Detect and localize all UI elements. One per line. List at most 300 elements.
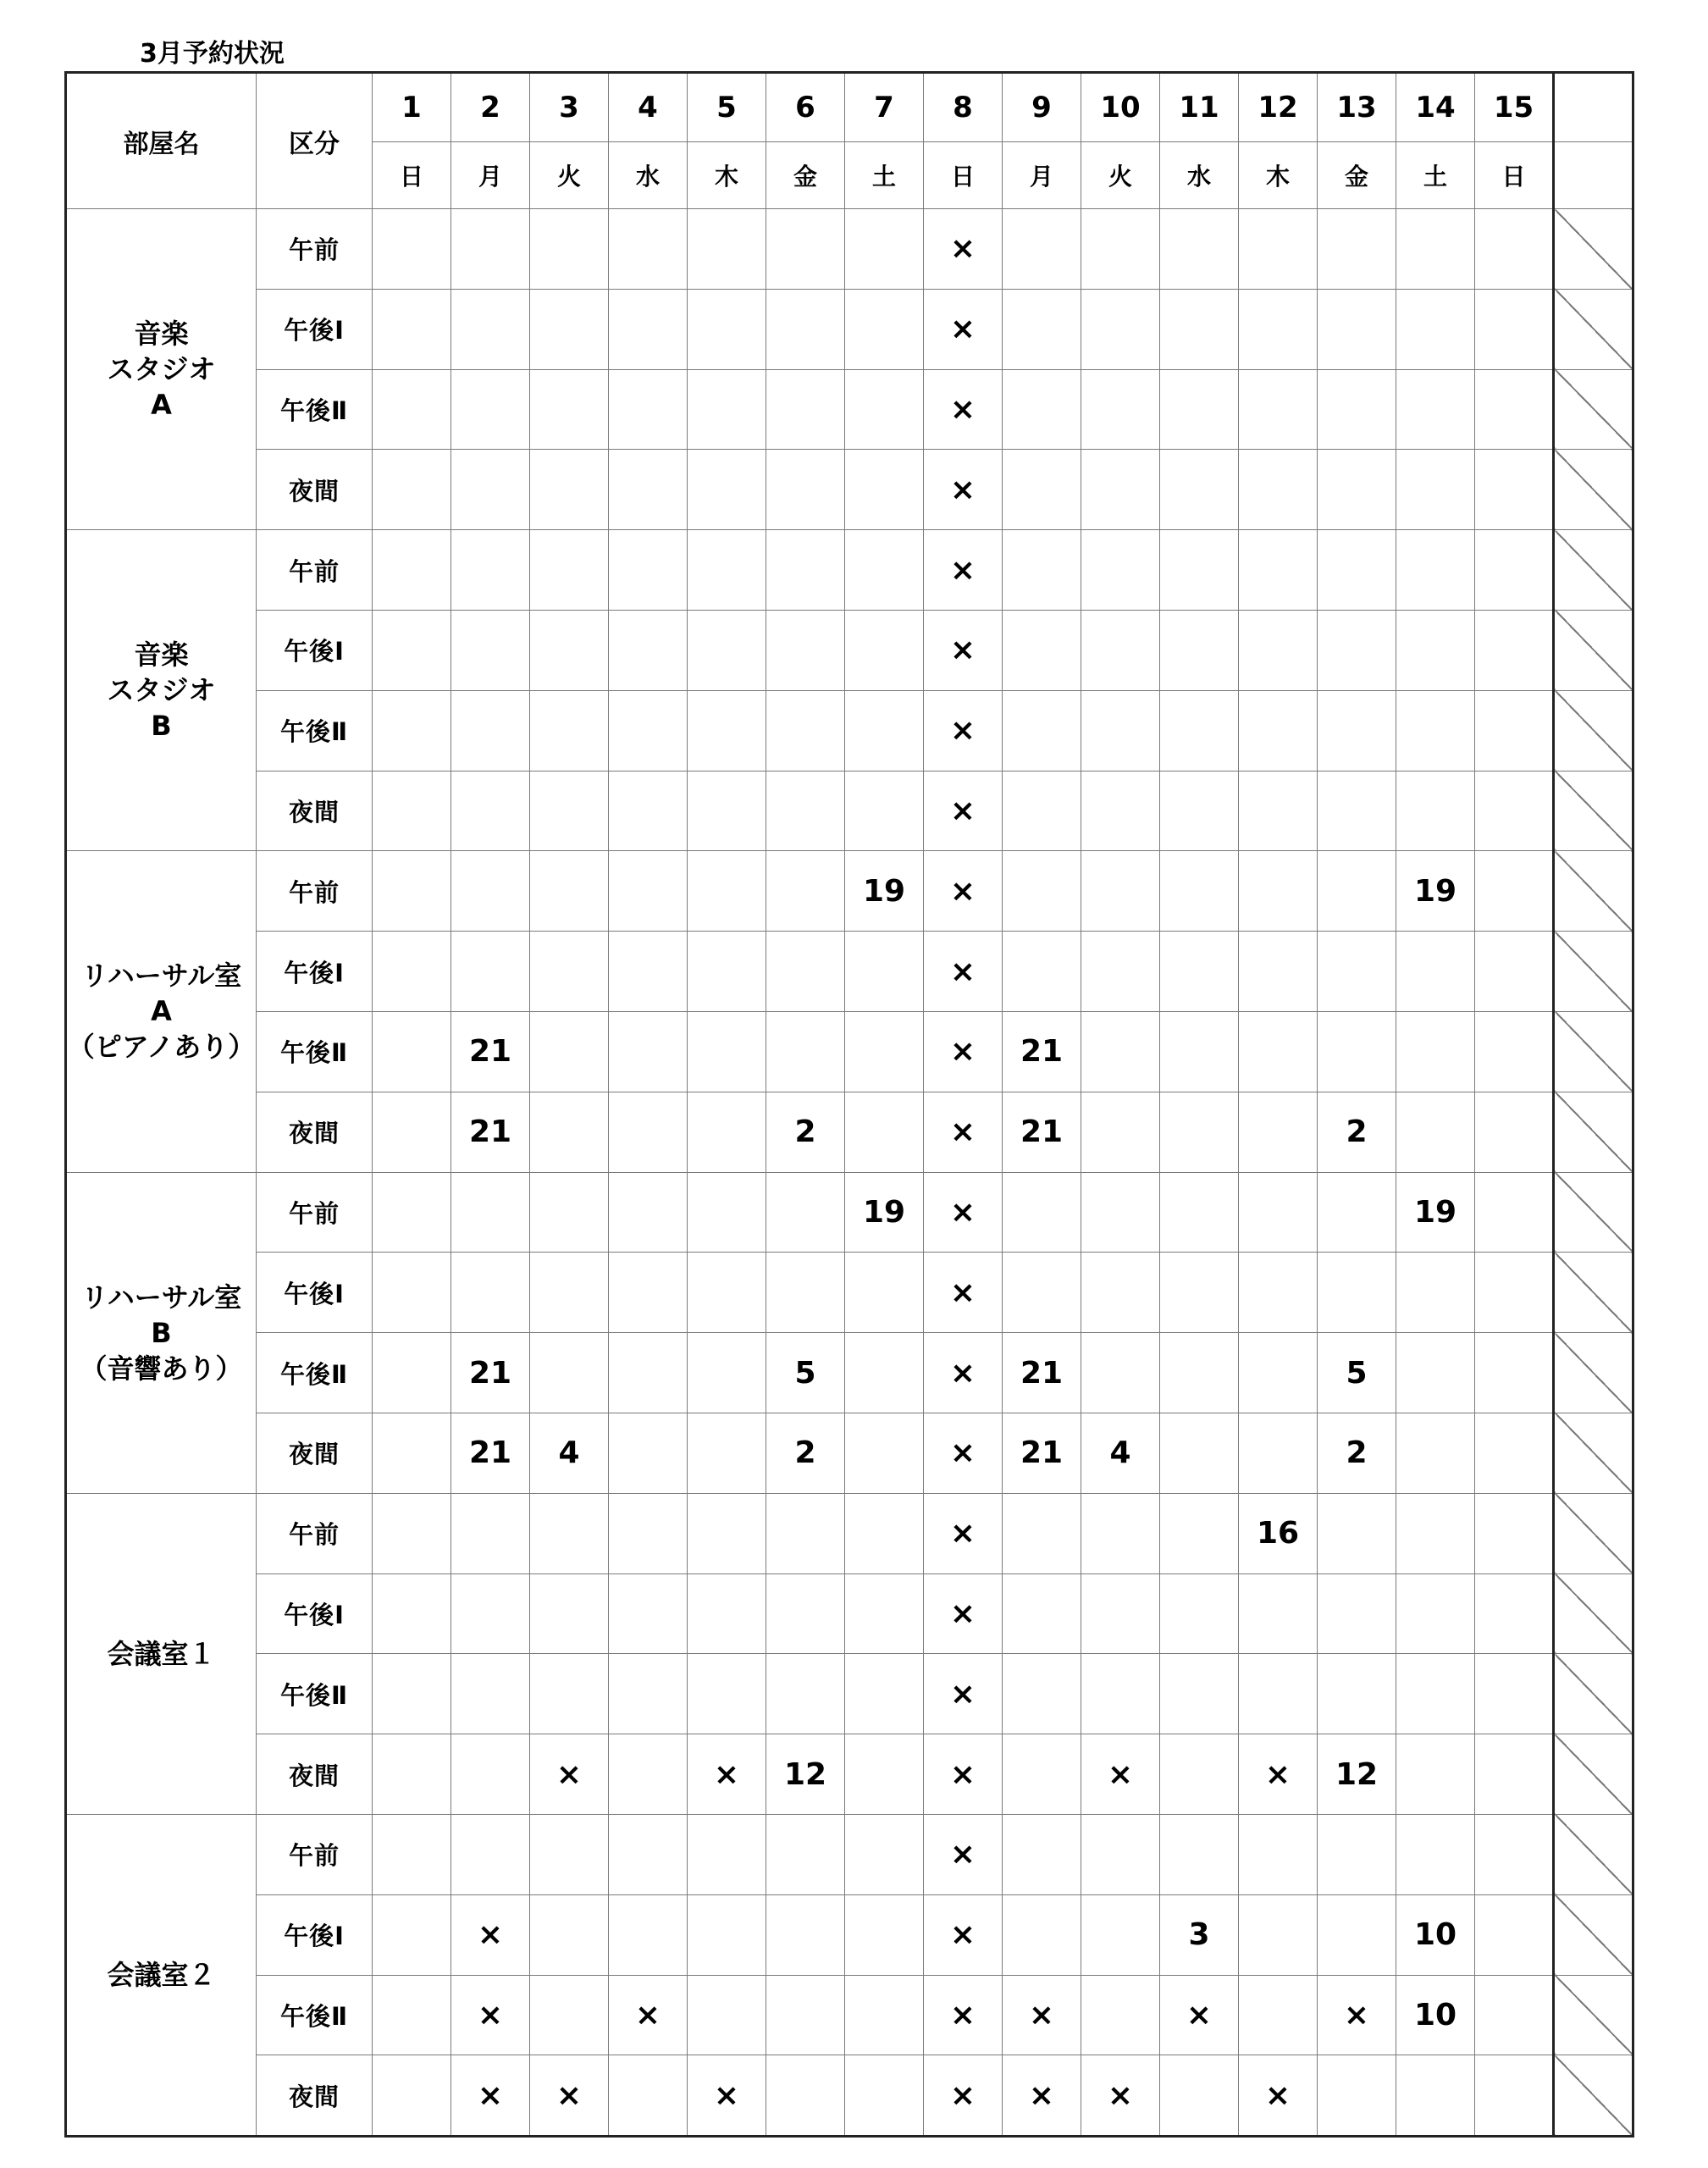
room-name: リハーサル室 B （音響あり） (66, 1172, 257, 1493)
reservation-cell: 19 (845, 1172, 924, 1253)
reservation-cell (1318, 690, 1396, 771)
day-header: 14 (1396, 73, 1475, 142)
unused-diagonal-cell (1554, 1011, 1633, 1092)
table-row (66, 530, 1633, 611)
reservation-cell (845, 1493, 924, 1573)
reservation-cell: 2 (766, 1092, 845, 1172)
reservation-cell (373, 1253, 451, 1333)
reservation-cell: 12 (1318, 1734, 1396, 1815)
reservation-cell (1003, 1253, 1081, 1333)
time-slot-label: 午前 (257, 1493, 373, 1573)
reservation-cell (530, 1011, 609, 1092)
reservation-cell (530, 369, 609, 450)
reservation-cell (688, 1092, 766, 1172)
time-slot-label: 午後Ⅰ (257, 1894, 373, 1975)
reservation-cell: × (924, 1092, 1003, 1172)
table-row (66, 932, 1633, 1012)
reservation-cell (766, 1894, 845, 1975)
time-slot-label: 夜間 (257, 450, 373, 530)
reservation-cell (1475, 1814, 1554, 1894)
reservation-cell (766, 932, 845, 1012)
reservation-cell (1239, 1253, 1318, 1333)
reservation-cell (845, 1975, 924, 2055)
reservation-cell (451, 1814, 530, 1894)
weekday-header: 月 (451, 142, 530, 209)
table-row (66, 2055, 1633, 2137)
table-row (66, 771, 1633, 851)
reservation-cell (1003, 1894, 1081, 1975)
day-header: 2 (451, 73, 530, 142)
reservation-cell (845, 1894, 924, 1975)
reservation-cell (1081, 1654, 1160, 1734)
reservation-cell (1475, 1573, 1554, 1654)
reservation-cell (688, 1413, 766, 1493)
day-header: 3 (530, 73, 609, 142)
reservation-cell (609, 1734, 688, 1815)
reservation-cell (845, 610, 924, 690)
unused-diagonal-cell (1554, 1814, 1633, 1894)
reservation-cell: 21 (451, 1011, 530, 1092)
reservation-cell: 5 (766, 1333, 845, 1413)
reservation-cell: 2 (766, 1413, 845, 1493)
reservation-cell (1475, 1253, 1554, 1333)
unused-diagonal-cell (1554, 450, 1633, 530)
reservation-cell (1239, 1975, 1318, 2055)
reservation-cell (688, 369, 766, 450)
reservation-cell (766, 289, 845, 369)
reservation-cell (1318, 851, 1396, 932)
reservation-cell (688, 1654, 766, 1734)
reservation-cell (1239, 289, 1318, 369)
reservation-cell (1081, 1253, 1160, 1333)
reservation-cell (1318, 1011, 1396, 1092)
reservation-cell (845, 1333, 924, 1413)
reservation-cell: 4 (530, 1413, 609, 1493)
reservation-cell (1160, 209, 1239, 290)
time-slot-label: 午後Ⅰ (257, 932, 373, 1012)
reservation-cell (1160, 1654, 1239, 1734)
reservation-cell: × (924, 1172, 1003, 1253)
table-row (66, 1333, 1633, 1413)
reservation-cell (373, 771, 451, 851)
time-slot-label: 夜間 (257, 1734, 373, 1815)
reservation-cell (1239, 1092, 1318, 1172)
reservation-cell (609, 1654, 688, 1734)
reservation-cell (1396, 1734, 1475, 1815)
table-row (66, 1894, 1633, 1975)
weekday-header: 金 (766, 142, 845, 209)
reservation-cell (373, 1734, 451, 1815)
reservation-cell: × (924, 450, 1003, 530)
reservation-cell: 21 (451, 1092, 530, 1172)
reservation-cell: × (924, 209, 1003, 290)
time-slot-label: 午後Ⅱ (257, 1975, 373, 2055)
reservation-cell (1396, 1092, 1475, 1172)
reservation-cell (688, 1011, 766, 1092)
reservation-cell (609, 1573, 688, 1654)
reservation-cell (1318, 1172, 1396, 1253)
reservation-cell (845, 1092, 924, 1172)
reservation-cell (1396, 1493, 1475, 1573)
weekday-header: 火 (1081, 142, 1160, 209)
reservation-cell: 2 (1318, 1092, 1396, 1172)
table-row (66, 1975, 1633, 2055)
reservation-cell (1160, 610, 1239, 690)
reservation-cell (1239, 1573, 1318, 1654)
reservation-cell (530, 1814, 609, 1894)
reservation-cell (1475, 1894, 1554, 1975)
reservation-cell (373, 1975, 451, 2055)
reservation-cell (1081, 1333, 1160, 1413)
time-slot-label: 午後Ⅰ (257, 1253, 373, 1333)
extra-column-header (1554, 73, 1633, 142)
reservation-cell (688, 1814, 766, 1894)
day-header: 10 (1081, 73, 1160, 142)
reservation-cell: × (924, 851, 1003, 932)
weekday-header: 日 (1475, 142, 1554, 209)
reservation-cell (688, 851, 766, 932)
reservation-cell (609, 369, 688, 450)
reservation-cell (609, 1333, 688, 1413)
time-slot-label: 午後Ⅰ (257, 289, 373, 369)
reservation-cell (688, 932, 766, 1012)
reservation-cell (1318, 289, 1396, 369)
reservation-cell (373, 1172, 451, 1253)
reservation-cell: 10 (1396, 1894, 1475, 1975)
reservation-cell (766, 851, 845, 932)
day-header: 9 (1003, 73, 1081, 142)
table-row (66, 209, 1633, 290)
weekday-header: 木 (1239, 142, 1318, 209)
reservation-cell (373, 289, 451, 369)
reservation-cell (373, 209, 451, 290)
unused-diagonal-cell (1554, 1413, 1633, 1493)
room-name: 音楽 スタジオ B (66, 530, 257, 851)
weekday-header: 土 (845, 142, 924, 209)
reservation-cell (1318, 1573, 1396, 1654)
reservation-cell (1396, 450, 1475, 530)
reservation-cell (451, 851, 530, 932)
reservation-cell (688, 209, 766, 290)
reservation-cell: × (924, 1011, 1003, 1092)
reservation-cell (1475, 1092, 1554, 1172)
unused-diagonal-cell (1554, 771, 1633, 851)
time-slot-label: 夜間 (257, 2055, 373, 2137)
reservation-cell (766, 1172, 845, 1253)
reservation-cell (451, 690, 530, 771)
reservation-cell (373, 2055, 451, 2137)
time-slot-label: 午後Ⅰ (257, 1573, 373, 1654)
reservation-cell: × (1239, 2055, 1318, 2137)
extra-column-header (1554, 142, 1633, 209)
room-name: 会議室２ (66, 1814, 257, 2136)
reservation-cell (845, 1011, 924, 1092)
reservation-cell (609, 932, 688, 1012)
reservation-cell (530, 1654, 609, 1734)
day-header: 11 (1160, 73, 1239, 142)
reservation-cell: × (924, 530, 1003, 611)
reservation-cell (1003, 450, 1081, 530)
reservation-cell (609, 1172, 688, 1253)
reservation-cell (1160, 1573, 1239, 1654)
reservation-cell (1003, 610, 1081, 690)
reservation-cell (1396, 1413, 1475, 1493)
reservation-cell (1475, 1493, 1554, 1573)
reservation-cell: × (530, 1734, 609, 1815)
reservation-cell (1160, 2055, 1239, 2137)
reservation-cell (1475, 1333, 1554, 1413)
day-header: 1 (373, 73, 451, 142)
reservation-cell (451, 369, 530, 450)
reservation-table (64, 71, 1634, 2138)
reservation-cell (688, 1253, 766, 1333)
unused-diagonal-cell (1554, 690, 1633, 771)
day-header: 12 (1239, 73, 1318, 142)
reservation-cell (451, 1493, 530, 1573)
table-row (66, 369, 1633, 450)
table-row (66, 450, 1633, 530)
reservation-cell (1318, 610, 1396, 690)
reservation-cell (688, 610, 766, 690)
table-row (66, 1413, 1633, 1493)
reservation-cell (609, 530, 688, 611)
reservation-cell (1475, 690, 1554, 771)
reservation-cell (1081, 289, 1160, 369)
reservation-cell (609, 851, 688, 932)
reservation-cell (1239, 1413, 1318, 1493)
reservation-cell (766, 771, 845, 851)
reservation-cell: 21 (451, 1413, 530, 1493)
reservation-cell (1081, 771, 1160, 851)
reservation-cell (1003, 690, 1081, 771)
reservation-cell (1396, 1573, 1475, 1654)
reservation-cell: 21 (1003, 1011, 1081, 1092)
unused-diagonal-cell (1554, 1493, 1633, 1573)
reservation-cell (1318, 771, 1396, 851)
reservation-cell (1239, 932, 1318, 1012)
reservation-cell (845, 1573, 924, 1654)
day-header: 15 (1475, 73, 1554, 142)
reservation-cell (451, 289, 530, 369)
reservation-cell: × (1239, 1734, 1318, 1815)
reservation-cell (1003, 209, 1081, 290)
reservation-cell (1475, 932, 1554, 1012)
reservation-cell (1160, 771, 1239, 851)
day-header: 6 (766, 73, 845, 142)
room-name: 音楽 スタジオ A (66, 209, 257, 530)
reservation-cell (1318, 1894, 1396, 1975)
unused-diagonal-cell (1554, 369, 1633, 450)
reservation-cell (609, 1092, 688, 1172)
reservation-cell (1239, 369, 1318, 450)
reservation-cell (1396, 1333, 1475, 1413)
reservation-cell (1160, 1814, 1239, 1894)
reservation-cell (1396, 690, 1475, 771)
reservation-cell (451, 932, 530, 1012)
reservation-cell: × (924, 1894, 1003, 1975)
reservation-cell (1396, 530, 1475, 611)
reservation-cell (1475, 450, 1554, 530)
time-slot-label: 午後Ⅱ (257, 690, 373, 771)
reservation-cell (1475, 369, 1554, 450)
reservation-cell (1475, 610, 1554, 690)
reservation-cell: × (924, 1333, 1003, 1413)
reservation-cell (845, 771, 924, 851)
table-row (66, 289, 1633, 369)
reservation-cell: × (1318, 1975, 1396, 2055)
time-slot-label: 午後Ⅱ (257, 1011, 373, 1092)
reservation-cell (530, 932, 609, 1012)
reservation-cell (1081, 1894, 1160, 1975)
reservation-cell (1239, 450, 1318, 530)
reservation-cell: × (924, 369, 1003, 450)
reservation-cell (1239, 771, 1318, 851)
reservation-cell (1081, 1172, 1160, 1253)
time-slot-label: 夜間 (257, 771, 373, 851)
reservation-cell (1081, 369, 1160, 450)
reservation-cell: × (924, 1413, 1003, 1493)
reservation-cell: 19 (845, 851, 924, 932)
reservation-cell: × (688, 2055, 766, 2137)
reservation-cell (530, 1333, 609, 1413)
reservation-cell (609, 1011, 688, 1092)
reservation-cell (1160, 851, 1239, 932)
reservation-cell (1081, 1493, 1160, 1573)
time-slot-label: 午前 (257, 530, 373, 611)
reservation-cell: 21 (451, 1333, 530, 1413)
reservation-cell (766, 610, 845, 690)
reservation-cell: × (924, 932, 1003, 1012)
table-row (66, 1172, 1633, 1253)
unused-diagonal-cell (1554, 1975, 1633, 2055)
reservation-cell: × (530, 2055, 609, 2137)
reservation-cell (845, 932, 924, 1012)
reservation-cell (373, 1654, 451, 1734)
reservation-cell (688, 771, 766, 851)
reservation-cell (766, 1573, 845, 1654)
reservation-cell (373, 1413, 451, 1493)
reservation-cell (1475, 2055, 1554, 2137)
reservation-cell (373, 369, 451, 450)
reservation-cell (1160, 1493, 1239, 1573)
schedule-body (66, 209, 1633, 2137)
reservation-cell (373, 851, 451, 932)
unused-diagonal-cell (1554, 1894, 1633, 1975)
reservation-cell (1475, 1413, 1554, 1493)
reservation-cell (609, 1253, 688, 1333)
reservation-cell (609, 450, 688, 530)
day-header: 8 (924, 73, 1003, 142)
reservation-cell (1081, 209, 1160, 290)
reservation-cell (1475, 1654, 1554, 1734)
reservation-cell (845, 1413, 924, 1493)
reservation-cell (530, 209, 609, 290)
reservation-cell: × (924, 1734, 1003, 1815)
reservation-cell (1239, 1333, 1318, 1413)
reservation-cell: 12 (766, 1734, 845, 1815)
reservation-cell (1396, 610, 1475, 690)
reservation-cell (1396, 1654, 1475, 1734)
reservation-cell (688, 1894, 766, 1975)
reservation-cell (1081, 932, 1160, 1012)
reservation-cell (451, 209, 530, 290)
unused-diagonal-cell (1554, 1092, 1633, 1172)
reservation-cell (1239, 610, 1318, 690)
reservation-cell (1081, 1092, 1160, 1172)
reservation-cell (609, 771, 688, 851)
reservation-cell: × (688, 1734, 766, 1815)
reservation-cell (373, 690, 451, 771)
unused-diagonal-cell (1554, 289, 1633, 369)
reservation-cell: 4 (1081, 1413, 1160, 1493)
reservation-cell: × (924, 289, 1003, 369)
reservation-cell (766, 1654, 845, 1734)
reservation-cell (530, 289, 609, 369)
reservation-cell (1003, 1172, 1081, 1253)
reservation-cell (1475, 1172, 1554, 1253)
reservation-cell: 10 (1396, 1975, 1475, 2055)
reservation-cell: × (451, 1975, 530, 2055)
reservation-cell (1396, 1011, 1475, 1092)
reservation-cell (1081, 690, 1160, 771)
reservation-cell (530, 1092, 609, 1172)
reservation-cell: × (924, 1814, 1003, 1894)
reservation-cell (609, 289, 688, 369)
reservation-cell (845, 1814, 924, 1894)
reservation-cell (766, 2055, 845, 2137)
reservation-cell (688, 690, 766, 771)
reservation-cell (530, 450, 609, 530)
time-slot-label: 午前 (257, 1814, 373, 1894)
reservation-cell: 19 (1396, 851, 1475, 932)
reservation-cell: 21 (1003, 1333, 1081, 1413)
reservation-cell (1160, 369, 1239, 450)
reservation-cell (1160, 1253, 1239, 1333)
slot-header: 区分 (257, 73, 373, 209)
unused-diagonal-cell (1554, 610, 1633, 690)
table-row (66, 1573, 1633, 1654)
time-slot-label: 午後Ⅱ (257, 1654, 373, 1734)
time-slot-label: 午前 (257, 1172, 373, 1253)
reservation-cell (1396, 932, 1475, 1012)
reservation-cell (1160, 1734, 1239, 1815)
reservation-cell: 2 (1318, 1413, 1396, 1493)
reservation-cell (1081, 450, 1160, 530)
reservation-cell (1396, 771, 1475, 851)
reservation-cell (1160, 289, 1239, 369)
day-header: 13 (1318, 73, 1396, 142)
header-row-days (66, 73, 1633, 142)
weekday-header: 木 (688, 142, 766, 209)
time-slot-label: 午前 (257, 209, 373, 290)
reservation-cell (1160, 690, 1239, 771)
unused-diagonal-cell (1554, 2055, 1633, 2137)
reservation-cell (530, 771, 609, 851)
unused-diagonal-cell (1554, 1654, 1633, 1734)
reservation-cell (688, 1493, 766, 1573)
room-name: 会議室１ (66, 1493, 257, 1814)
reservation-cell (609, 1814, 688, 1894)
reservation-cell (766, 1493, 845, 1573)
reservation-cell (1160, 1092, 1239, 1172)
table-row (66, 1493, 1633, 1573)
reservation-cell (1081, 851, 1160, 932)
reservation-cell (1003, 369, 1081, 450)
reservation-cell (766, 369, 845, 450)
table-row (66, 690, 1633, 771)
time-slot-label: 午後Ⅰ (257, 610, 373, 690)
reservation-cell (1475, 530, 1554, 611)
